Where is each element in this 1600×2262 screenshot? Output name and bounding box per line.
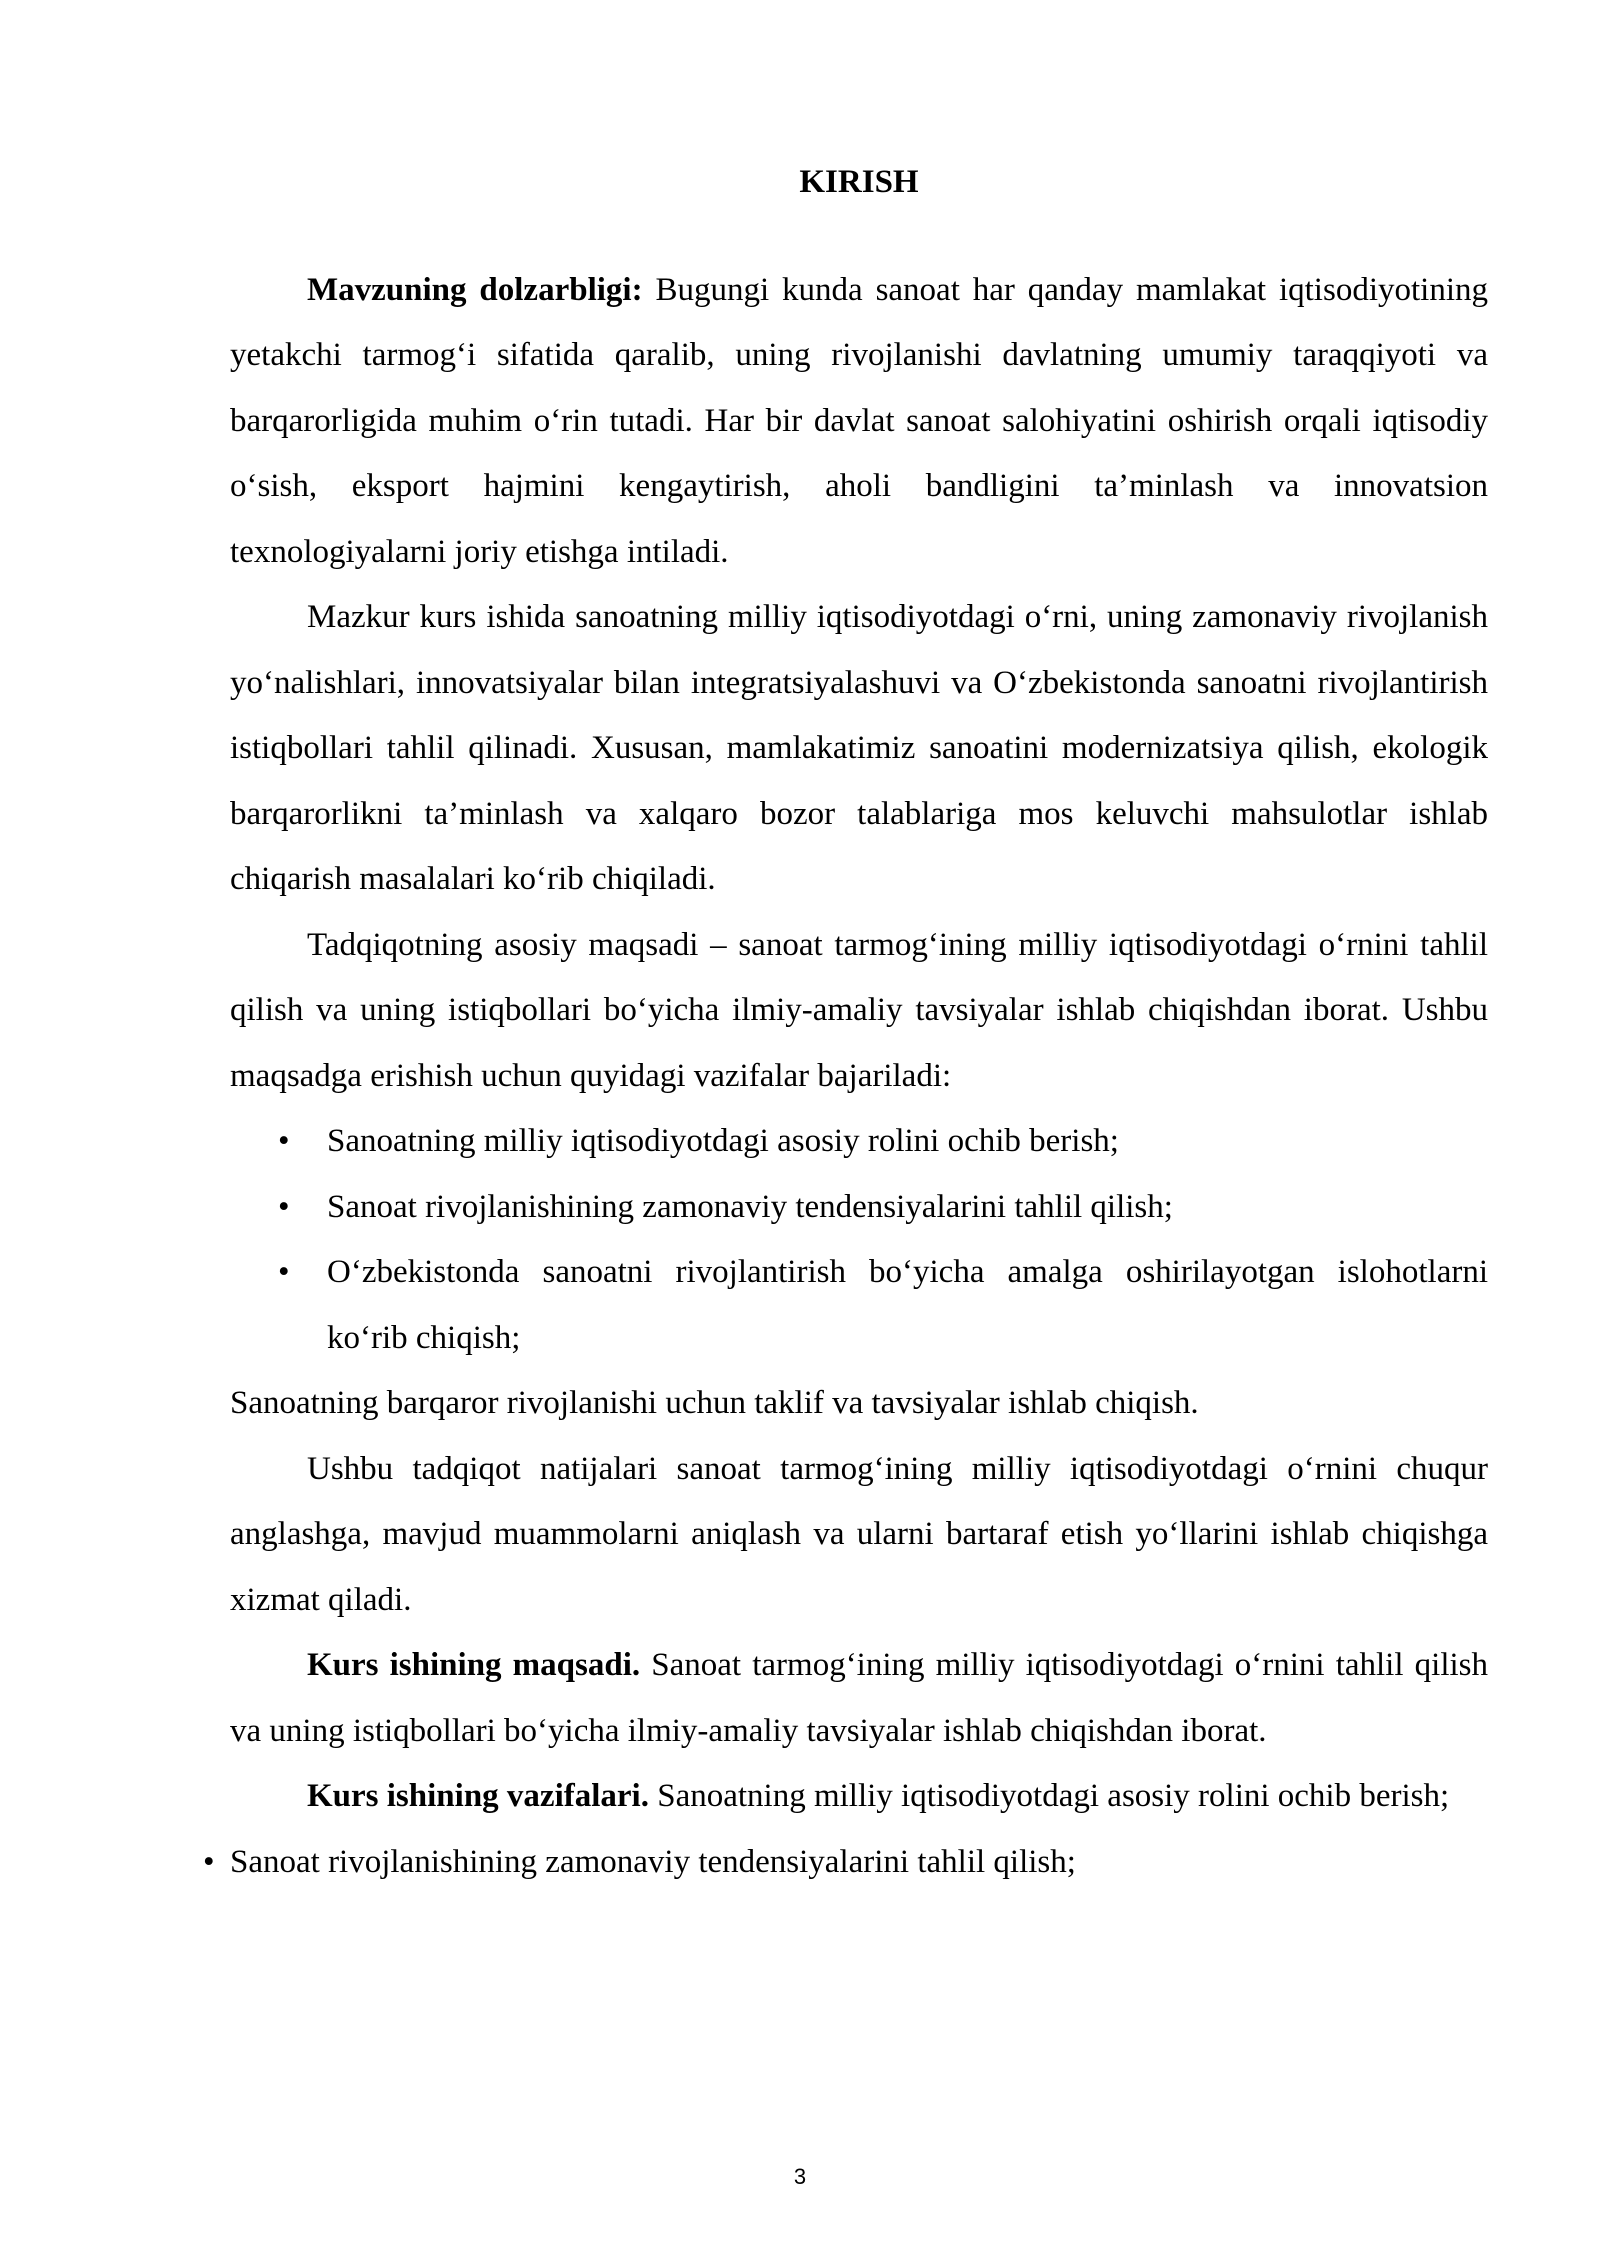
task-list-item: • O‘zbekistonda sanoatni rivojlantirish bo‘yicha amalga oshirilayotgan islohotlarni ko‘rib chiqish; <box>327 1240 1488 1371</box>
task-list-item: • Sanoat rivojlanishining zamonaviy tendensiyalarini tahlil qilish; <box>327 1175 1488 1241</box>
page-title: KIRISH <box>799 164 919 200</box>
page-content <box>203 150 1488 1895</box>
course-task-bullet-text: Sanoat rivojlanishining zamonaviy tendensiyalarini tahlil qilish; <box>230 1843 1076 1880</box>
paragraph-course-tasks <box>230 1764 1488 1830</box>
task-list <box>230 1109 1488 1371</box>
paragraph-course-goal <box>230 1633 1488 1764</box>
course-goal-heading: Kurs ishining maqsadi. <box>307 1647 641 1683</box>
page-number: 3 <box>793 2164 807 2189</box>
paragraph-relevance <box>230 258 1488 586</box>
relevance-heading: Mavzuning dolzarbligi: <box>307 271 643 308</box>
course-tasks-text: Sanoatning milliy iqtisodiyotdagi asosiy rolini ochib berish; <box>648 1778 1450 1814</box>
bullet-glyph: • <box>203 1843 215 1880</box>
course-goal-text: Sanoat tarmog‘ining milliy iqtisodiyotdagi o‘rnini tahlil qilish va uning istiqbollari bo‘yicha ilmiy-amaliy tavsiyalar ishlab chiqishdan iborat. <box>230 1647 1488 1749</box>
task-list-item: • Sanoatning milliy iqtisodiyotdagi asosiy rolini ochib berish; <box>327 1109 1488 1175</box>
paragraph-recommendations: Sanoatning barqaror rivojlanishi uchun taklif va tavsiyalar ishlab chiqish. <box>230 1385 1199 1421</box>
course-task-bullet <box>203 1830 1488 1896</box>
course-tasks-heading: Kurs ishining vazifalari. <box>307 1778 649 1814</box>
paragraph-research-goal: Tadqiqotning asosiy maqsadi – sanoat tarmog‘ining milliy iqtisodiyotdagi o‘rnini tahlil qilish va uning istiqbollari bo‘yicha ilmiy-amaliy tavsiyalar ishlab chiqishdan iborat. Ushbu maqsadga erishish uchun quyidagi vazifalar bajariladi: <box>230 926 1488 1094</box>
relevance-text: Bugungi kunda sanoat har qanday mamlakat iqtisodiyotining yetakchi tarmog‘i sifatida qaralib, uning rivojlanishi davlatning umumiy taraqqiyoti va barqarorligida muhim o‘rin tutadi. Har bir davlat sanoat salohiyatini oshirish orqali iqtisodiy o‘sish, eksport hajmini kengaytirish, aholi bandligini ta’minlash va innovatsion texnologiyalarni joriy etishga intiladi. <box>230 271 1488 570</box>
paragraph-results: Ushbu tadqiqot natijalari sanoat tarmog‘ining milliy iqtisodiyotdagi o‘rnini chuqur anglashga, mavjud muammolarni aniqlash va ularni bartaraf etish yo‘llarini ishlab chiqishga xizmat qiladi. <box>230 1450 1488 1618</box>
paragraph-scope: Mazkur kurs ishida sanoatning milliy iqtisodiyotdagi o‘rni, uning zamonaviy rivojlanish yo‘nalishlari, innovatsiyalar bilan integratsiyalashuvi va O‘zbekistonda sanoatni rivojlantirish istiqbollari tahlil qilinadi. Xususan, mamlakatimiz sanoatini modernizatsiya qilish, ekologik barqarorlikni ta’minlash va xalqaro bozor talablariga mos keluvchi mahsulotlar ishlab chiqarish masalalari ko‘rib chiqiladi. <box>230 599 1488 897</box>
